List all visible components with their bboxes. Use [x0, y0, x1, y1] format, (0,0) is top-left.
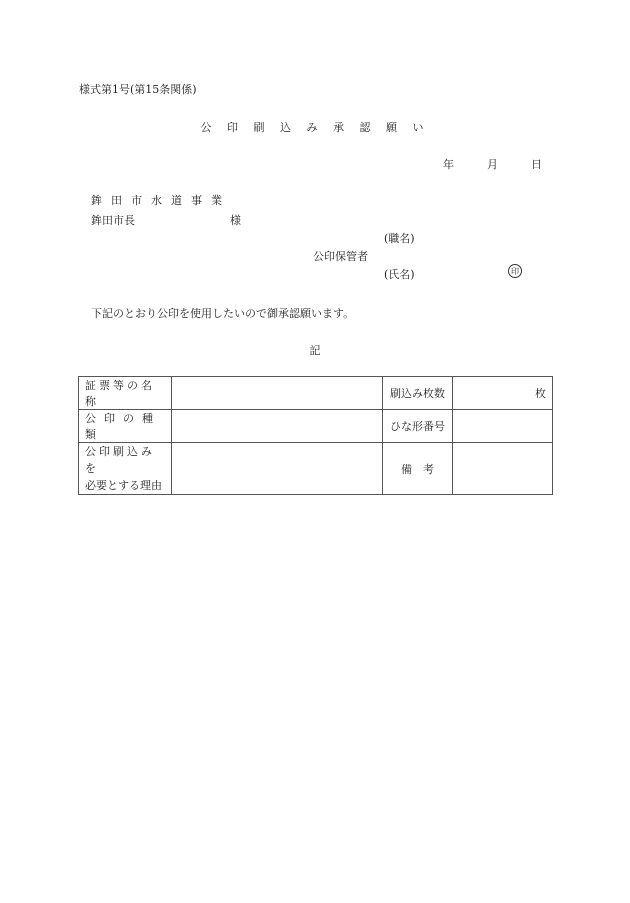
document-name-field[interactable] — [172, 377, 383, 410]
table-row — [79, 410, 553, 443]
mayor-title: 鉾田市長 — [91, 214, 135, 227]
detail-table — [78, 376, 553, 495]
reason-field[interactable] — [172, 443, 383, 495]
remarks-field[interactable] — [453, 443, 553, 495]
remarks-label: 備 考 — [383, 443, 453, 495]
print-count-unit: 枚 — [535, 387, 546, 400]
template-number-field[interactable] — [453, 410, 553, 443]
print-count-field[interactable] — [453, 377, 553, 410]
form-number: 様式第1号(第15条関係) — [79, 83, 197, 96]
table-row — [79, 443, 553, 495]
reason-label-line1: 公印刷込みを — [85, 445, 155, 475]
organization-name: 鉾田市水道事業 — [91, 194, 231, 207]
year-label: 年 — [443, 158, 454, 171]
honorific: 様 — [230, 214, 241, 227]
addressee-line — [91, 212, 241, 228]
request-sentence: 下記のとおり公印を使用したいので御承認願います。 — [91, 307, 355, 320]
reason-label-line2: 必要とする理由 — [85, 479, 162, 492]
seal-keeper-label: 公印保管者 — [313, 250, 368, 263]
seal-mark: 印 — [508, 264, 522, 278]
seal-type-label: 公印の種類 — [79, 410, 172, 443]
table-row — [79, 377, 553, 410]
document-title: 公 印 刷 込 み 承 認 願 い — [200, 121, 430, 134]
print-count-label: 刷込み枚数 — [383, 377, 453, 410]
ki-label: 記 — [309, 344, 321, 357]
seal-type-field[interactable] — [172, 410, 383, 443]
month-label: 月 — [487, 158, 498, 171]
name-label: (氏名) — [384, 268, 415, 281]
job-title-label: (職名) — [384, 232, 415, 245]
document-name-label: 証票等の名称 — [79, 377, 172, 410]
template-number-label: ひな形番号 — [383, 410, 453, 443]
date-line — [443, 156, 542, 172]
day-label: 日 — [531, 158, 542, 171]
reason-label — [79, 443, 172, 495]
